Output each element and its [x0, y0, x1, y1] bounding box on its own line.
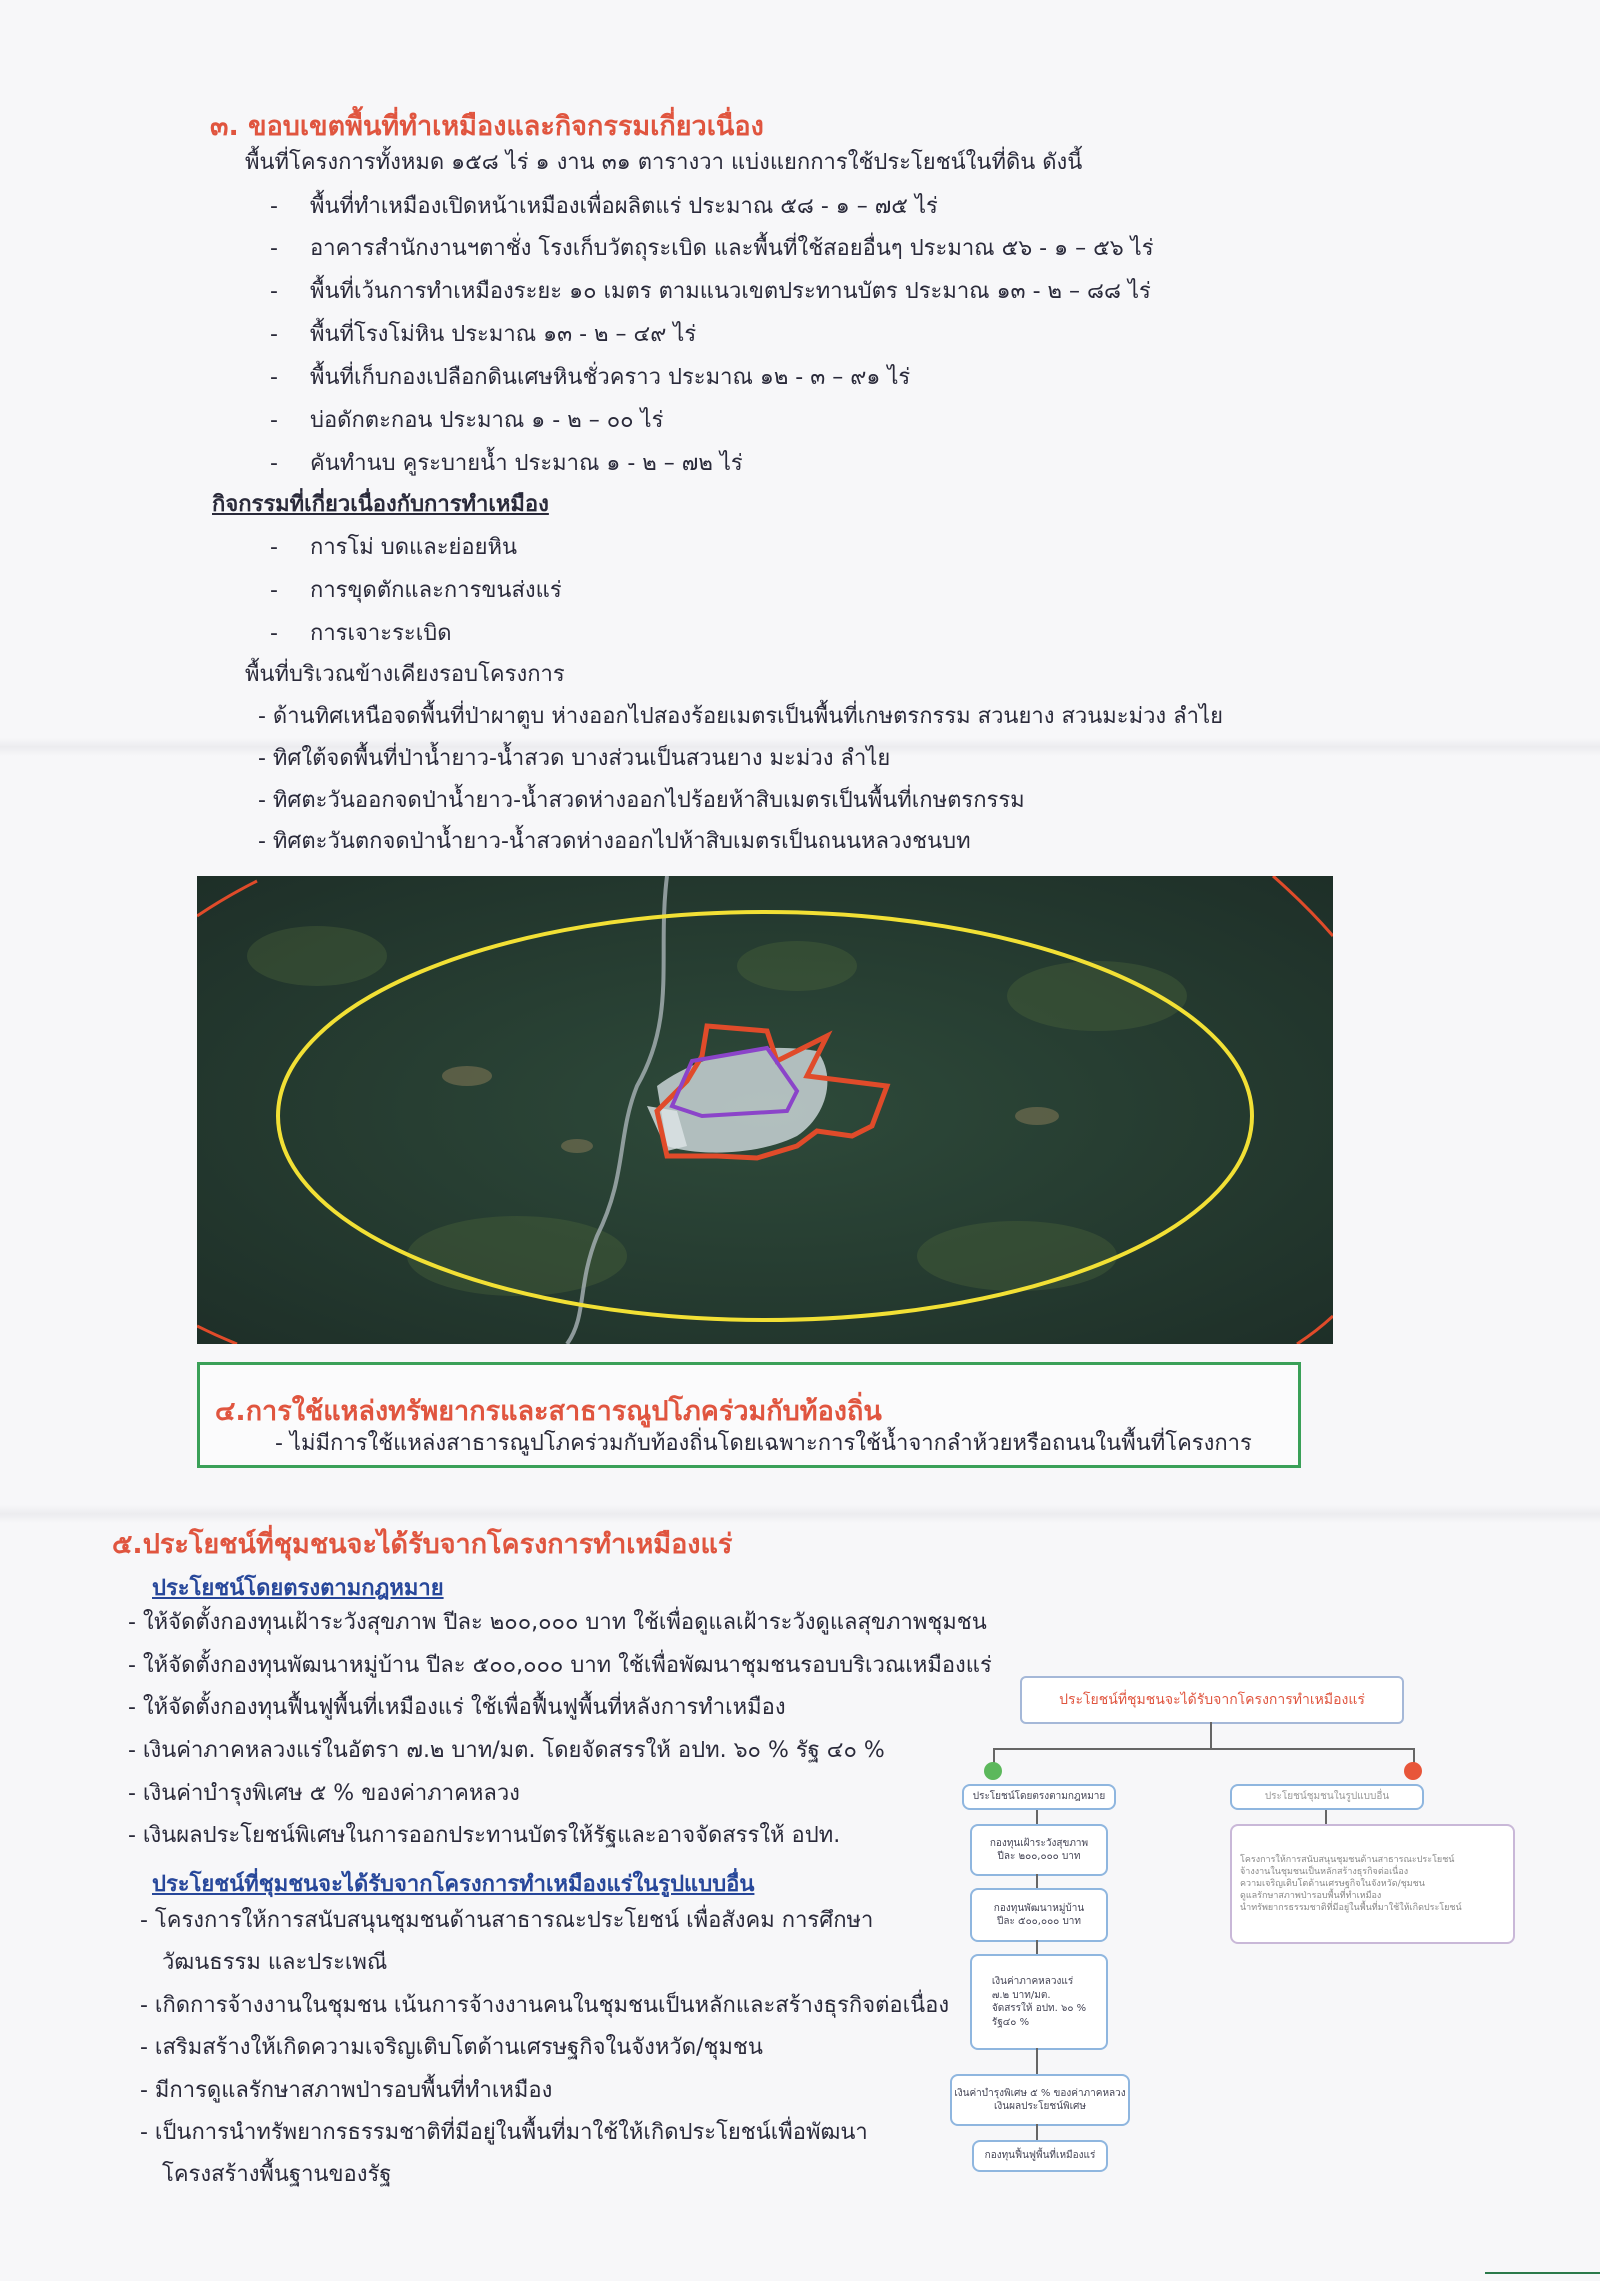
legal-item: - ให้จัดตั้งกองทุนพัฒนาหมู่บ้าน ปีละ ๕๐๐,๐๐๐ บาท ใช้เพื่อพัฒนาชุมชนรอบบริเวณเหมืองแร่: [128, 1653, 992, 1678]
surrounding-item: - ด้านทิศเหนือจดพื้นที่ป่าผาตูบ ห่างออกไปสองร้อยเมตรเป็นพื้นที่เกษตรกรรม สวนยาง สวนมะม่วง ลำไย: [258, 704, 1223, 729]
flow-box-special-fee: เงินค่าบำรุงพิเศษ ๕ % ของค่าภาคหลวง เงินผลประโยชน์พิเศษ: [950, 2074, 1130, 2126]
area-item: - พื้นที่เก็บกองเปลือกดินเศษหินชั่วคราว ประมาณ ๑๒ - ๓ – ๙๑ ไร่: [310, 367, 910, 389]
activity-item: - การขุดตักและการขนส่งแร่: [310, 580, 562, 602]
section4-title: ๔.การใช้แหล่งทรัพยากรและสาธารณูปโภคร่วมกับท้องถิ่น: [215, 1396, 882, 1427]
flow-left-head: ประโยชน์โดยตรงตามกฎหมาย: [962, 1784, 1116, 1810]
surrounding-title: พื้นที่บริเวณข้างเคียงรอบโครงการ: [245, 662, 565, 687]
area-item: - พื้นที่ทำเหมืองเปิดหน้าเหมืองเพื่อผลิตแร่ ประมาณ ๕๘ - ๑ – ๗๕ ไร่: [310, 196, 938, 218]
area-item: - พื้นที่เว้นการทำเหมืองระยะ ๑๐ เมตร ตามแนวเขตประทานบัตร ประมาณ ๑๓ - ๒ – ๘๘ ไร่: [310, 281, 1151, 303]
section3-title: ๓. ขอบเขตพื้นที่ทำเหมืองและกิจกรรมเกี่ยวเนื่อง: [210, 111, 764, 142]
bottom-rule: [1485, 2272, 1600, 2274]
activities-title: กิจกรรมที่เกี่ยวเนื่องกับการทำเหมือง: [212, 492, 549, 517]
legal-benefits-title: ประโยชน์โดยตรงตามกฎหมาย: [152, 1576, 444, 1601]
other-item: วัฒนธรรม และประเพณี: [162, 1950, 388, 1975]
legal-item: - เงินค่าภาคหลวงแร่ในอัตรา ๗.๒ บาท/มต. โดยจัดสรรให้ อปท. ๖๐ % รัฐ ๔๐ %: [128, 1738, 885, 1763]
area-item: - อาคารสำนักงานฯตาชั่ง โรงเก็บวัตถุระเบิด และพื้นที่ใช้สอยอื่นๆ ประมาณ ๕๖ - ๑ – ๕๖ ไร่: [310, 238, 1154, 260]
other-item: โครงสร้างพื้นฐานของรัฐ: [162, 2162, 392, 2187]
section4-box: [197, 1362, 1301, 1468]
section5-title: ๕.ประโยชน์ที่ชุมชนจะได้รับจากโครงการทำเหมืองแร่: [112, 1529, 733, 1560]
other-item: - เป็นการนำทรัพยากรธรรมชาติที่มีอยู่ในพื้นที่มาใช้ให้เกิดประโยชน์เพื่อพัฒนา: [140, 2120, 868, 2145]
area-item: - พื้นที่โรงโม่หิน ประมาณ ๑๓ - ๒ – ๔๙ ไร่: [310, 324, 696, 346]
flow-box-health-fund: กองทุนเฝ้าระวังสุขภาพ ปีละ ๒๐๐,๐๐๐ บาท: [970, 1824, 1108, 1876]
flow-box-other-benefits: โครงการให้การสนับสนุนชุมชนด้านสาธารณะประโยชน์ จ้างงานในชุมชนเป็นหลักสร้างธุรกิจต่อเนื่อง ความเจริญเติบโตด้านเศรษฐกิจในจังหวัด/ชุมชน ดูแลรักษาสภาพป่ารอบพื้นที่ทำเหมือง นำทรัพยากรธรรมชาติที่มีอยู่ในพื้นที่มาใช้ให้เกิดประโยชน์: [1230, 1824, 1515, 1944]
other-item: - โครงการให้การสนับสนุนชุมชนด้านสาธารณะประโยชน์ เพื่อสังคม การศึกษา: [140, 1908, 874, 1933]
surrounding-item: - ทิศตะวันออกจดป่าน้ำยาว-น้ำสวดห่างออกไปร้อยห้าสิบเมตรเป็นพื้นที่เกษตรกรรม: [258, 788, 1025, 813]
section3-intro: พื้นที่โครงการทั้งหมด ๑๕๘ ไร่ ๑ งาน ๓๑ ตารางวา แบ่งแยกการใช้ประโยชน์ในที่ดิน ดังนี้: [245, 150, 1083, 175]
satellite-map-image: [197, 876, 1333, 1344]
other-item: - เสริมสร้างให้เกิดความเจริญเติบโตด้านเศรษฐกิจในจังหวัด/ชุมชน: [140, 2035, 763, 2060]
flow-box-village-fund: กองทุนพัฒนาหมู่บ้าน ปีละ ๕๐๐,๐๐๐ บาท: [970, 1888, 1108, 1942]
green-dot-icon: [984, 1762, 1002, 1780]
flowchart-title: ประโยชน์ที่ชุมชนจะได้รับจากโครงการทำเหมืองแร่: [1020, 1676, 1404, 1724]
activity-item: - การโม่ บดและย่อยหิน: [310, 537, 517, 559]
flow-box-rehab-fund: กองทุนฟื้นฟูพื้นที่เหมืองแร่: [972, 2140, 1108, 2172]
legal-item: - เงินผลประโยชน์พิเศษในการออกประทานบัตรให้รัฐและอาจจัดสรรให้ อปท.: [128, 1823, 841, 1848]
benefits-flowchart: [950, 1660, 1600, 2190]
area-item: - คันทำนบ คูระบายน้ำ ประมาณ ๑ - ๒ – ๗๒ ไร่: [310, 453, 743, 475]
area-item: - บ่อดักตะกอน ประมาณ ๑ - ๒ – ๐๐ ไร่: [310, 410, 663, 432]
flow-box-royalty: เงินค่าภาคหลวงแร่ ๗.๒ บาท/มต. จัดสรรให้ อปท. ๖๐ % รัฐ๔๐ %: [970, 1954, 1108, 2050]
other-item: - เกิดการจ้างงานในชุมชน เน้นการจ้างงานคนในชุมชนเป็นหลักและสร้างธุรกิจต่อเนื่อง: [140, 1993, 950, 2018]
paper-fold: [0, 1505, 1600, 1523]
surrounding-item: - ทิศใต้จดพื้นที่ป่าน้ำยาว-น้ำสวด บางส่วนเป็นสวนยาง มะม่วง ลำไย: [258, 746, 891, 771]
other-benefits-title: ประโยชน์ที่ชุมชนจะได้รับจากโครงการทำเหมืองแร่ในรูปแบบอื่น: [152, 1872, 755, 1897]
legal-item: - ให้จัดตั้งกองทุนเฝ้าระวังสุขภาพ ปีละ ๒๐๐,๐๐๐ บาท ใช้เพื่อดูแลเฝ้าระวังดูแลสุขภาพชุมชน: [128, 1610, 987, 1635]
other-item: - มีการดูแลรักษาสภาพป่ารอบพื้นที่ทำเหมือง: [140, 2078, 553, 2103]
surrounding-item: - ทิศตะวันตกจดป่าน้ำยาว-น้ำสวดห่างออกไปห้าสิบเมตรเป็นถนนหลวงชนบท: [258, 829, 971, 854]
section4-text: - ไม่มีการใช้แหล่งสาธารณูปโภคร่วมกับท้องถิ่นโดยเฉพาะการใช้น้ำจากลำห้วยหรือถนนในพื้นที่โครงการ: [275, 1431, 1252, 1456]
activity-item: - การเจาะระเบิด: [310, 623, 451, 645]
orange-dot-icon: [1404, 1762, 1422, 1780]
flow-right-head: ประโยชน์ชุมชนในรูปแบบอื่น: [1230, 1784, 1424, 1810]
legal-item: - ให้จัดตั้งกองทุนฟื้นฟูพื้นที่เหมืองแร่ ใช้เพื่อฟื้นฟูพื้นที่หลังการทำเหมือง: [128, 1695, 786, 1720]
legal-item: - เงินค่าบำรุงพิเศษ ๕ % ของค่าภาคหลวง: [128, 1781, 520, 1806]
